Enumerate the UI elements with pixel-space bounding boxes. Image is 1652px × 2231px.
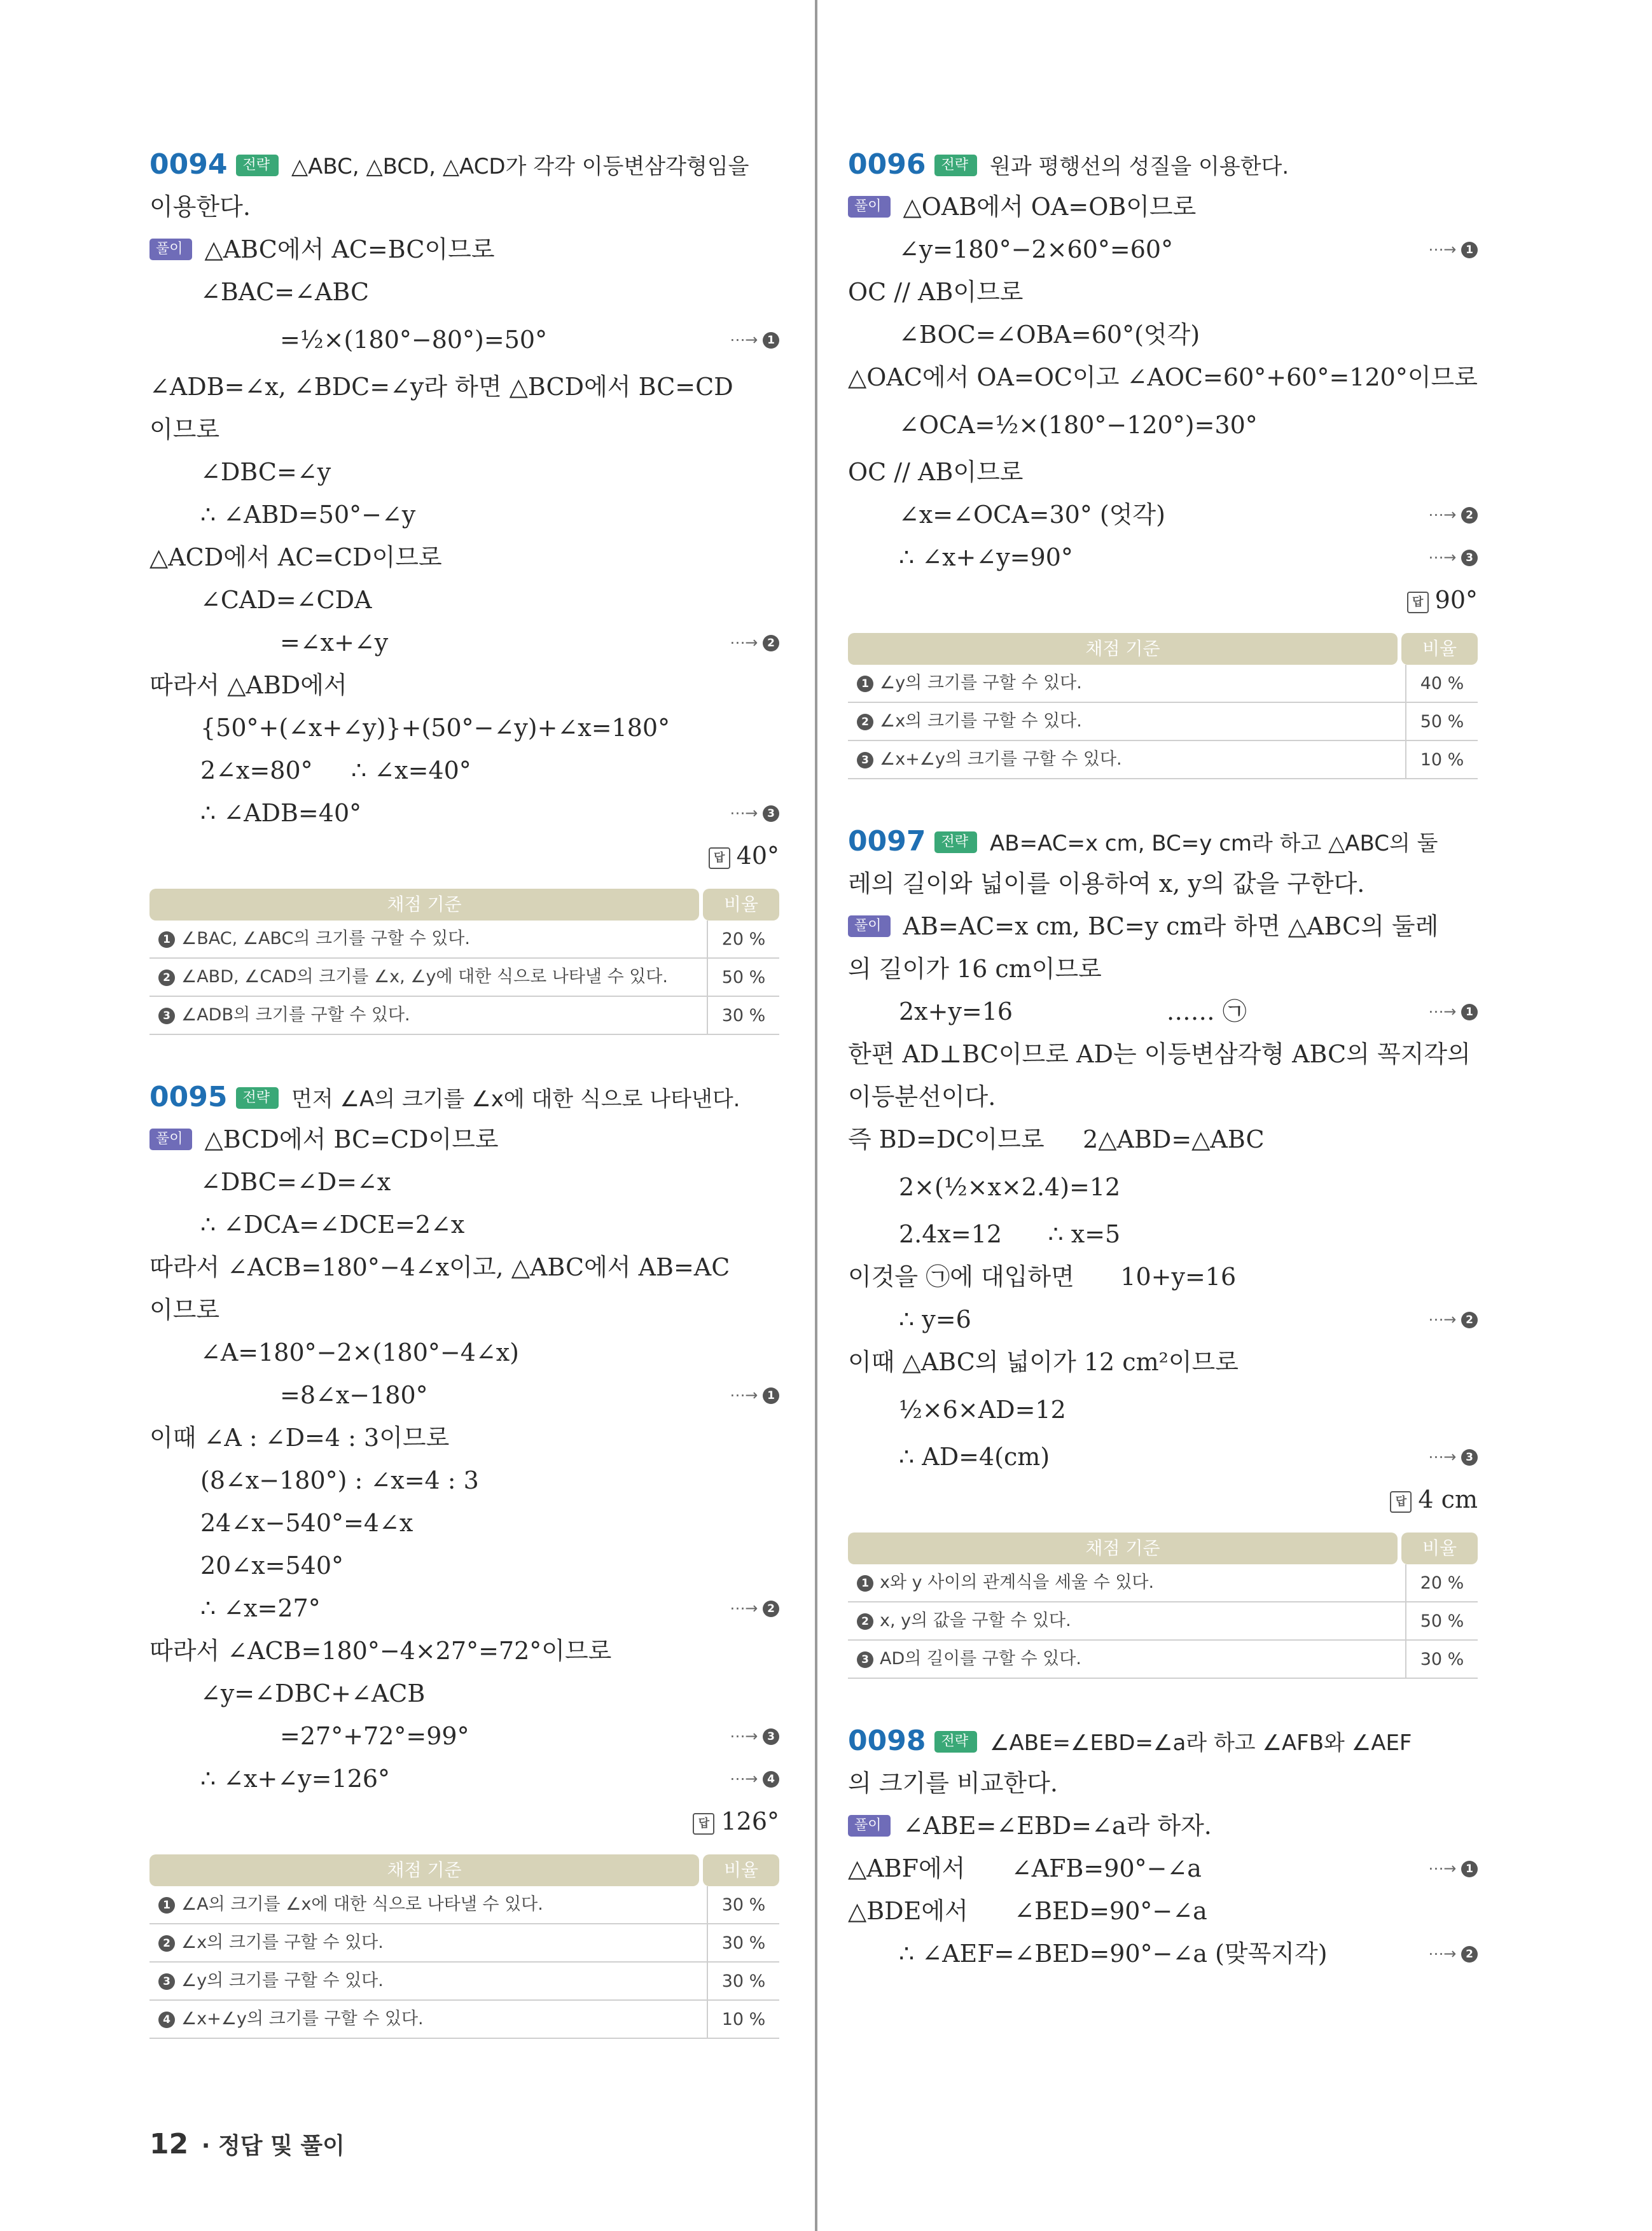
problem-header xyxy=(149,143,779,186)
line-text: ∠y=∠DBC+∠ACB xyxy=(200,1679,426,1707)
step-marker xyxy=(1428,228,1478,271)
table-row xyxy=(848,665,1478,703)
step-number-icon: 3 xyxy=(857,1651,873,1668)
text-line xyxy=(149,408,779,451)
arrow-icon: ⋯→ xyxy=(730,1599,763,1617)
step-number-icon: 1 xyxy=(1461,1861,1478,1877)
answer-value: 126° xyxy=(721,1807,779,1835)
arrow-icon: ⋯→ xyxy=(730,1386,763,1404)
problem-header xyxy=(848,820,1478,863)
text-line xyxy=(848,1298,1478,1341)
text-line xyxy=(848,863,1478,905)
line-text: ∠y=180°−2×60°=60° xyxy=(899,235,1174,263)
text-line xyxy=(149,1161,779,1204)
line-text: 24∠x−540°=4∠x xyxy=(200,1509,413,1537)
step-marker xyxy=(730,792,779,835)
problem-header xyxy=(848,143,1478,186)
step-marker xyxy=(1428,1933,1478,1975)
text-line xyxy=(149,1417,779,1459)
text-line xyxy=(149,1289,779,1331)
solution-line xyxy=(848,905,1478,948)
strategy-tag: 전략 xyxy=(934,1731,977,1753)
step-marker xyxy=(1428,990,1478,1033)
line-text: =27°+72°=99° xyxy=(280,1722,469,1750)
step-number-icon: 2 xyxy=(857,714,873,730)
line-text: 이므로 xyxy=(149,1296,220,1324)
ratio-cell: 20 % xyxy=(1420,1573,1464,1593)
scoring-table-header xyxy=(149,889,779,921)
line-text: 2x+y=16 …… ㉠ xyxy=(899,997,1247,1025)
scoring-table xyxy=(848,633,1478,779)
text-line xyxy=(149,494,779,536)
ratio-header: 비율 xyxy=(1401,1533,1478,1564)
step-number-icon: 2 xyxy=(1461,1946,1478,1963)
text-line xyxy=(149,186,779,228)
line-text: 이용한다. xyxy=(149,193,251,221)
text-line xyxy=(149,622,779,664)
table-row xyxy=(848,1641,1478,1679)
arrow-icon: ⋯→ xyxy=(1428,1945,1461,1963)
criteria-cell xyxy=(149,1886,708,1923)
step-marker xyxy=(1428,536,1478,579)
step-number-icon: 2 xyxy=(158,1935,175,1952)
strategy-text: △ABC, △BCD, △ACD가 각각 이등변삼각형임을 xyxy=(291,154,749,179)
line-text: 이때 ∠A : ∠D=4 : 3이므로 xyxy=(149,1424,450,1452)
text-line xyxy=(848,990,1478,1033)
solution-text: ∠ABE=∠EBD=∠a라 하자. xyxy=(903,1812,1212,1840)
text-line xyxy=(848,1384,1478,1436)
text-line xyxy=(848,1436,1478,1478)
text-line xyxy=(848,356,1478,399)
line-text: ∴ AD=4(cm) xyxy=(899,1443,1050,1471)
line-text: 즉 BD=DC이므로 2△ABD=△ABC xyxy=(848,1125,1265,1153)
text-line xyxy=(848,1213,1478,1256)
text-line xyxy=(848,1890,1478,1933)
text-line xyxy=(149,749,779,792)
strategy-text: AB=AC=x cm, BC=y cm라 하고 △ABC의 둘 xyxy=(989,831,1438,856)
criteria-text: ∠x의 크기를 구할 수 있다. xyxy=(880,711,1082,731)
criteria-cell xyxy=(149,1963,708,1999)
criteria-text: ∠x+∠y의 크기를 구할 수 있다. xyxy=(181,2009,424,2029)
scoring-table xyxy=(149,889,779,1035)
step-number-icon: 3 xyxy=(857,752,873,768)
criteria-cell xyxy=(149,921,708,957)
arrow-icon: ⋯→ xyxy=(730,634,763,651)
line-text: 따라서 ∠ACB=180°−4×27°=72°이므로 xyxy=(149,1637,612,1665)
text-line xyxy=(149,579,779,622)
text-line xyxy=(149,1630,779,1672)
strategy-tag: 전략 xyxy=(934,155,977,176)
line-text: 의 길이가 16 cm이므로 xyxy=(848,955,1102,983)
criteria-cell xyxy=(149,997,708,1034)
step-marker xyxy=(1428,1298,1478,1341)
page-number: 12 xyxy=(149,2128,189,2160)
line-text: OC // AB이므로 xyxy=(848,278,1024,306)
line-text: ∴ ∠x+∠y=90° xyxy=(899,543,1073,571)
step-marker xyxy=(730,314,779,366)
text-line xyxy=(149,1715,779,1758)
step-marker xyxy=(1428,1436,1478,1478)
text-line xyxy=(848,1933,1478,1975)
step-number-icon: 3 xyxy=(1461,1449,1478,1466)
arrow-icon: ⋯→ xyxy=(1428,1859,1461,1877)
table-row xyxy=(848,1564,1478,1602)
solution-text: △ABC에서 AC=BC이므로 xyxy=(204,235,495,263)
ratio-cell: 30 % xyxy=(721,1005,766,1025)
arrow-icon: ⋯→ xyxy=(1428,1310,1461,1328)
ratio-header: 비율 xyxy=(1401,633,1478,665)
line-text: ∠BOC=∠OBA=60°(엇각) xyxy=(899,321,1200,349)
problem-number: 0094 xyxy=(149,148,228,181)
arrow-icon: ⋯→ xyxy=(1428,240,1461,258)
ratio-cell: 40 % xyxy=(1420,673,1464,693)
ratio-cell: 30 % xyxy=(721,1971,766,1991)
text-line xyxy=(848,271,1478,314)
criteria-text: ∠A의 크기를 ∠x에 대한 식으로 나타낼 수 있다. xyxy=(181,1894,543,1914)
criteria-text: x와 y 사이의 관계식을 세울 수 있다. xyxy=(880,1573,1155,1592)
ratio-cell: 10 % xyxy=(1420,749,1464,770)
line-text: △OAC에서 OA=OC이고 ∠AOC=60°+60°=120°이므로 xyxy=(848,363,1478,391)
solution-tag: 풀이 xyxy=(848,915,891,937)
solution-tag: 풀이 xyxy=(149,239,192,260)
line-text: ∠x=∠OCA=30° (엇각) xyxy=(899,501,1165,529)
text-line xyxy=(149,451,779,494)
scoring-table-header xyxy=(149,1854,779,1886)
criteria-cell xyxy=(149,1924,708,1961)
step-number-icon: 2 xyxy=(857,1613,873,1630)
line-text: ∴ y=6 xyxy=(899,1305,971,1333)
answer-icon: 답 xyxy=(1390,1491,1412,1513)
problem-number: 0095 xyxy=(149,1081,228,1113)
step-number-icon: 3 xyxy=(763,1728,779,1745)
strategy-tag: 전략 xyxy=(934,831,977,853)
page-footer xyxy=(149,2128,345,2160)
solution-line xyxy=(848,186,1478,228)
criteria-text: ∠BAC, ∠ABC의 크기를 구할 수 있다. xyxy=(181,929,470,949)
table-row xyxy=(149,959,779,997)
solution-tag: 풀이 xyxy=(149,1129,192,1150)
criteria-cell xyxy=(848,1602,1406,1639)
table-row xyxy=(149,997,779,1035)
arrow-icon: ⋯→ xyxy=(1428,506,1461,524)
step-number-icon: 1 xyxy=(1461,1004,1478,1020)
criteria-cell xyxy=(848,703,1406,740)
criteria-text: AD의 길이를 구할 수 있다. xyxy=(880,1649,1081,1669)
criteria-header: 채점 기준 xyxy=(848,633,1398,665)
line-text: 20∠x=540° xyxy=(200,1552,344,1580)
solution-line xyxy=(149,228,779,271)
line-text: =∠x+∠y xyxy=(280,629,389,657)
right-column xyxy=(848,143,1478,1975)
answer-value: 4 cm xyxy=(1418,1485,1478,1513)
table-row xyxy=(848,741,1478,779)
criteria-header: 채점 기준 xyxy=(149,889,699,921)
text-line xyxy=(848,1033,1478,1076)
text-line xyxy=(848,536,1478,579)
solution-text: AB=AC=x cm, BC=y cm라 하면 △ABC의 둘레 xyxy=(903,912,1439,940)
criteria-header: 채점 기준 xyxy=(149,1854,699,1886)
line-text: =½×(180°−80°)=50° xyxy=(280,326,548,354)
text-line xyxy=(848,948,1478,990)
text-line xyxy=(848,1118,1478,1161)
step-number-icon: 1 xyxy=(158,1897,175,1914)
text-line xyxy=(848,314,1478,356)
ratio-header: 비율 xyxy=(703,1854,779,1886)
step-marker xyxy=(730,1374,779,1417)
text-line xyxy=(848,1341,1478,1384)
step-number-icon: 3 xyxy=(763,805,779,822)
text-line xyxy=(149,1587,779,1630)
step-marker xyxy=(1428,1847,1478,1890)
criteria-cell xyxy=(149,959,708,996)
line-text: 2∠x=80° ∴ ∠x=40° xyxy=(200,756,471,784)
column-divider xyxy=(815,0,817,2231)
text-line xyxy=(848,451,1478,494)
strategy-tag: 전략 xyxy=(236,1087,279,1109)
step-number-icon: 2 xyxy=(1461,1312,1478,1328)
problem-number: 0096 xyxy=(848,148,926,181)
line-text: ∠ADB=∠x, ∠BDC=∠y라 하면 △BCD에서 BC=CD xyxy=(149,373,733,401)
arrow-icon: ⋯→ xyxy=(730,804,763,822)
line-text: ∠BAC=∠ABC xyxy=(200,278,370,306)
line-text: 레의 길이와 넓이를 이용하여 x, y의 값을 구한다. xyxy=(848,870,1365,898)
step-marker xyxy=(730,1587,779,1630)
answer-value: 40° xyxy=(736,842,779,870)
answer-line xyxy=(848,1478,1478,1521)
ratio-cell: 30 % xyxy=(721,1894,766,1915)
line-text: 한편 AD⊥BC이므로 AD는 이등변삼각형 ABC의 꼭지각의 xyxy=(848,1040,1471,1068)
criteria-text: ∠x의 크기를 구할 수 있다. xyxy=(181,1933,384,1952)
text-line xyxy=(149,1246,779,1289)
arrow-icon: ⋯→ xyxy=(730,1770,763,1788)
line-text: ∠DBC=∠y xyxy=(200,458,331,486)
solution-tag: 풀이 xyxy=(848,1815,891,1837)
ratio-cell: 20 % xyxy=(721,929,766,949)
left-column xyxy=(149,143,779,2080)
answer-line xyxy=(848,579,1478,622)
strategy-text: 먼저 ∠A의 크기를 ∠x에 대한 식으로 나타낸다. xyxy=(291,1087,740,1112)
answer-value: 90° xyxy=(1434,586,1478,614)
answer-line xyxy=(149,1800,779,1843)
table-row xyxy=(848,703,1478,741)
step-number-icon: 1 xyxy=(763,1387,779,1404)
answer-icon: 답 xyxy=(1407,592,1429,613)
step-number-icon: 2 xyxy=(763,635,779,651)
text-line xyxy=(149,1672,779,1715)
text-line xyxy=(848,1076,1478,1118)
step-number-icon: 2 xyxy=(1461,507,1478,524)
strategy-text: ∠ABE=∠EBD=∠a라 하고 ∠AFB와 ∠AEF xyxy=(989,1730,1412,1756)
line-text: 의 크기를 비교한다. xyxy=(848,1769,1058,1797)
step-number-icon: 1 xyxy=(158,931,175,948)
ratio-cell: 50 % xyxy=(721,967,766,987)
line-text: =8∠x−180° xyxy=(280,1381,428,1409)
text-line xyxy=(149,271,779,314)
text-line xyxy=(149,664,779,707)
answer-icon: 답 xyxy=(693,1813,714,1835)
strategy-tag: 전략 xyxy=(236,155,279,176)
step-marker xyxy=(1428,494,1478,536)
text-line xyxy=(848,1762,1478,1805)
criteria-text: x, y의 값을 구할 수 있다. xyxy=(880,1611,1071,1630)
solution-tag: 풀이 xyxy=(848,196,891,218)
line-text: ½×6×AD=12 xyxy=(899,1396,1066,1424)
text-line xyxy=(848,1256,1478,1298)
line-text: {50°+(∠x+∠y)}+(50°−∠y)+∠x=180° xyxy=(200,714,670,742)
line-text: ∴ ∠x=27° xyxy=(200,1594,321,1622)
arrow-icon: ⋯→ xyxy=(730,1727,763,1745)
solution-line xyxy=(848,1805,1478,1847)
problem-number: 0097 xyxy=(848,825,926,858)
criteria-text: ∠x+∠y의 크기를 구할 수 있다. xyxy=(880,749,1122,769)
text-line xyxy=(149,1331,779,1374)
line-text: 따라서 △ABD에서 xyxy=(149,671,347,699)
text-line xyxy=(149,1502,779,1545)
arrow-icon: ⋯→ xyxy=(1428,1003,1461,1020)
step-number-icon: 1 xyxy=(857,676,873,692)
text-line xyxy=(149,792,779,835)
footer-label: 정답 및 풀이 xyxy=(218,2133,345,2159)
step-marker xyxy=(730,1758,779,1800)
table-row xyxy=(848,1602,1478,1641)
scoring-table-header xyxy=(848,633,1478,665)
text-line xyxy=(149,314,779,366)
answer-icon: 답 xyxy=(709,847,730,869)
line-text: △ABF에서 ∠AFB=90°−∠a xyxy=(848,1854,1202,1882)
line-text: ∠DBC=∠D=∠x xyxy=(200,1168,391,1196)
footer-bullet-icon: · xyxy=(201,2133,211,2159)
text-line xyxy=(149,1374,779,1417)
criteria-cell xyxy=(149,2001,708,2038)
text-line xyxy=(848,1161,1478,1213)
line-text: 2×(½×x×2.4)=12 xyxy=(899,1173,1121,1201)
line-text: 따라서 ∠ACB=180°−4∠x이고, △ABC에서 AB=AC xyxy=(149,1253,730,1281)
scoring-table-header xyxy=(848,1533,1478,1564)
arrow-icon: ⋯→ xyxy=(730,331,763,349)
ratio-header: 비율 xyxy=(703,889,779,921)
step-number-icon: 3 xyxy=(158,1973,175,1990)
table-row xyxy=(149,1886,779,1924)
ratio-cell: 50 % xyxy=(1420,711,1464,732)
text-line xyxy=(149,1758,779,1800)
table-row xyxy=(149,921,779,959)
text-line xyxy=(848,399,1478,451)
text-line xyxy=(848,494,1478,536)
criteria-cell xyxy=(848,1564,1406,1601)
text-line xyxy=(848,1847,1478,1890)
table-row xyxy=(149,1963,779,2001)
line-text: 이등분선이다. xyxy=(848,1083,996,1111)
problem-header xyxy=(848,1720,1478,1762)
line-text: ∠A=180°−2×(180°−4∠x) xyxy=(200,1338,519,1366)
scoring-table xyxy=(149,1854,779,2039)
line-text: ∴ ∠x+∠y=126° xyxy=(200,1765,391,1793)
solution-text: △OAB에서 OA=OB이므로 xyxy=(903,193,1197,221)
text-line xyxy=(149,536,779,579)
step-number-icon: 1 xyxy=(1461,242,1478,258)
problem-number: 0098 xyxy=(848,1725,926,1757)
text-line xyxy=(149,1204,779,1246)
step-number-icon: 3 xyxy=(1461,550,1478,566)
line-text: 이므로 xyxy=(149,415,220,443)
line-text: OC // AB이므로 xyxy=(848,458,1024,486)
ratio-cell: 30 % xyxy=(1420,1649,1464,1669)
step-number-icon: 4 xyxy=(763,1771,779,1788)
line-text: 이것을 ㉠에 대입하면 10+y=16 xyxy=(848,1263,1237,1291)
problem-header xyxy=(149,1076,779,1118)
line-text: △ACD에서 AC=CD이므로 xyxy=(149,543,442,571)
line-text: ∴ ∠DCA=∠DCE=2∠x xyxy=(200,1211,465,1239)
step-marker xyxy=(730,622,779,664)
text-line xyxy=(149,1545,779,1587)
solution-line xyxy=(149,1118,779,1161)
criteria-cell xyxy=(848,1641,1406,1678)
text-line xyxy=(149,366,779,408)
criteria-header: 채점 기준 xyxy=(848,1533,1398,1564)
step-number-icon: 1 xyxy=(857,1575,873,1592)
line-text: ∴ ∠ABD=50°−∠y xyxy=(200,501,416,529)
line-text: ∴ ∠AEF=∠BED=90°−∠a (맞꼭지각) xyxy=(899,1940,1328,1968)
criteria-text: ∠y의 크기를 구할 수 있다. xyxy=(181,1971,384,1991)
step-number-icon: 2 xyxy=(763,1601,779,1617)
text-line xyxy=(149,1459,779,1502)
criteria-cell xyxy=(848,665,1406,702)
line-text: 2.4x=12 ∴ x=5 xyxy=(899,1220,1121,1248)
criteria-text: ∠y의 크기를 구할 수 있다. xyxy=(880,673,1082,693)
strategy-text: 원과 평행선의 성질을 이용한다. xyxy=(989,154,1289,179)
text-line xyxy=(848,228,1478,271)
table-row xyxy=(149,2001,779,2039)
step-number-icon: 4 xyxy=(158,2012,175,2028)
line-text: △BDE에서 ∠BED=90°−∠a xyxy=(848,1897,1207,1925)
ratio-cell: 50 % xyxy=(1420,1611,1464,1631)
criteria-text: ∠ABD, ∠CAD의 크기를 ∠x, ∠y에 대한 식으로 나타낼 수 있다. xyxy=(181,967,668,987)
ratio-cell: 10 % xyxy=(721,2009,766,2029)
step-number-icon: 1 xyxy=(763,332,779,349)
line-text: 이때 △ABC의 넓이가 12 cm²이므로 xyxy=(848,1348,1239,1376)
criteria-text: ∠ADB의 크기를 구할 수 있다. xyxy=(181,1005,410,1025)
scoring-table xyxy=(848,1533,1478,1679)
line-text: ∠OCA=½×(180°−120°)=30° xyxy=(899,411,1258,439)
text-line xyxy=(149,707,779,749)
arrow-icon: ⋯→ xyxy=(1428,1448,1461,1466)
ratio-cell: 30 % xyxy=(721,1933,766,1953)
step-number-icon: 2 xyxy=(158,970,175,986)
arrow-icon: ⋯→ xyxy=(1428,548,1461,566)
criteria-cell xyxy=(848,741,1406,778)
line-text: (8∠x−180°) : ∠x=4 : 3 xyxy=(200,1466,479,1494)
step-number-icon: 3 xyxy=(158,1008,175,1024)
table-row xyxy=(149,1924,779,1963)
line-text: ∴ ∠ADB=40° xyxy=(200,799,362,827)
solution-text: △BCD에서 BC=CD이므로 xyxy=(204,1125,499,1153)
step-marker xyxy=(730,1715,779,1758)
line-text: ∠CAD=∠CDA xyxy=(200,586,372,614)
answer-line xyxy=(149,835,779,877)
